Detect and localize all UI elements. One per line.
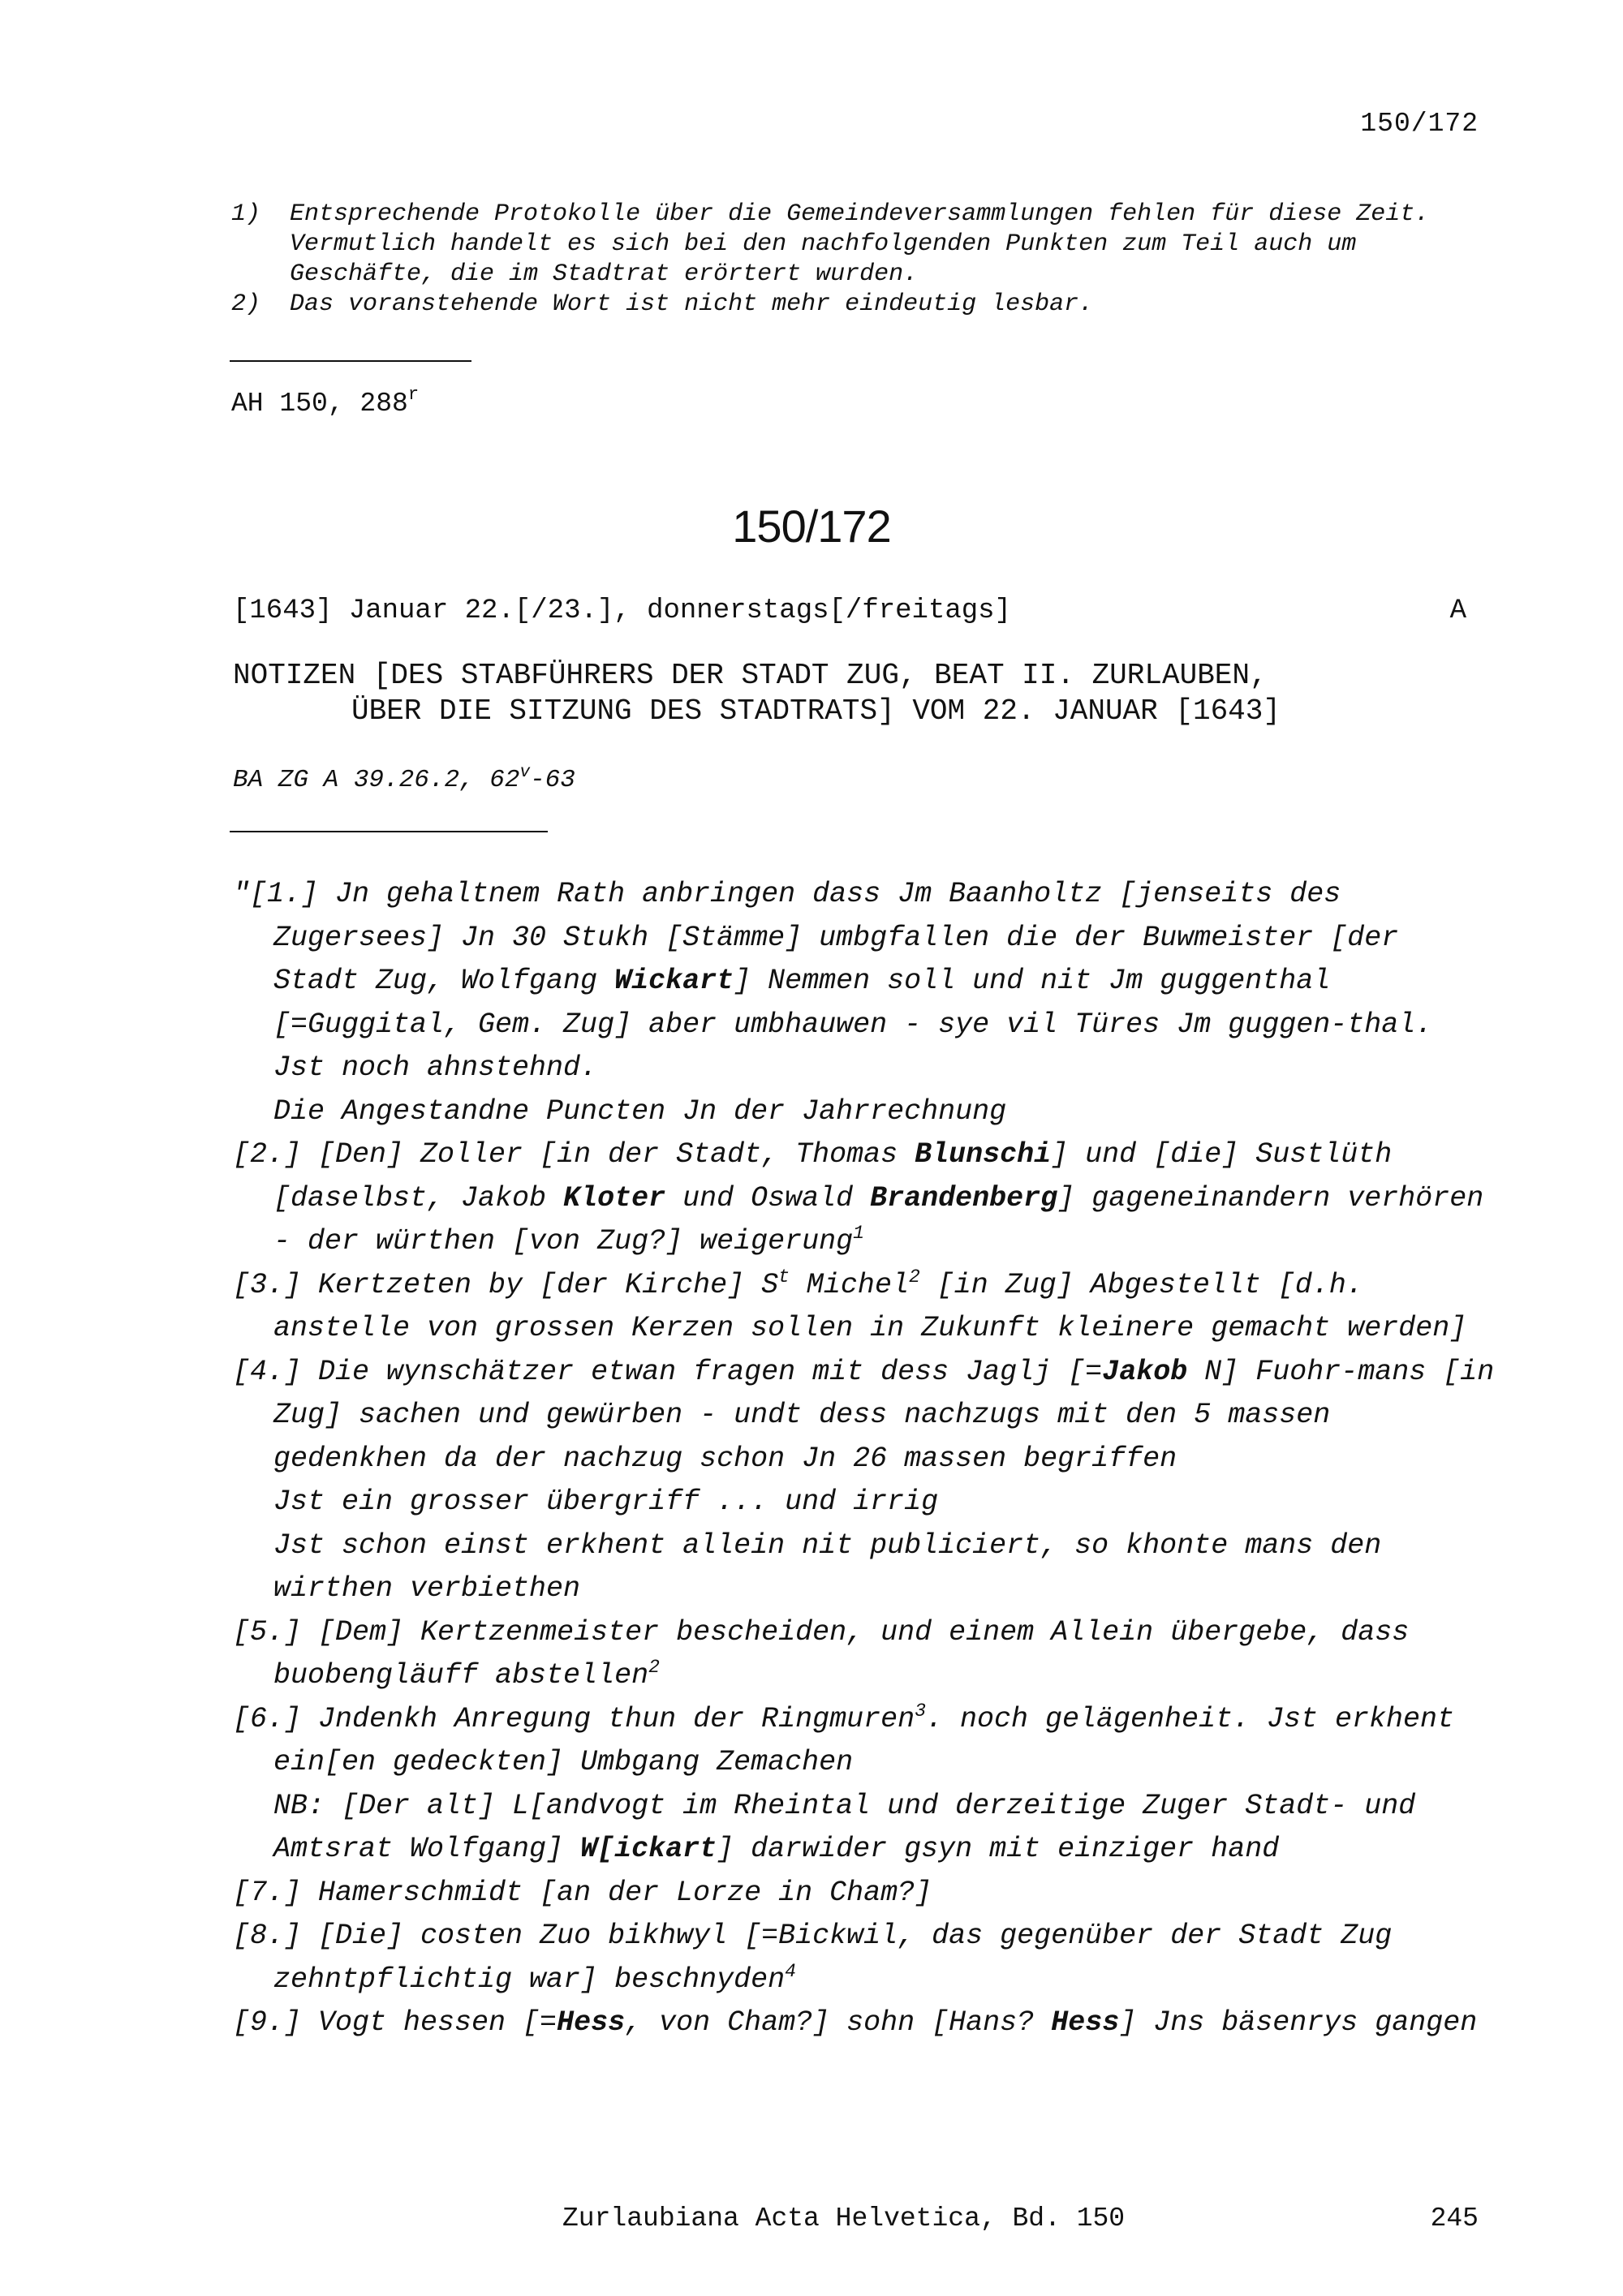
footnote-ref: 2 [648, 1657, 660, 1678]
document-date: [1643] Januar 22.[/23.], donnerstags[/freitags] [233, 595, 1011, 626]
footnote-number: 1) [231, 200, 261, 228]
footnote-ref: 1 [853, 1223, 864, 1244]
item-5: [5.] [Dem] Kertzenmeister bescheiden, und einem Allein übergebe, dass buobengläuff abstellen$^2$ [233, 1615, 1410, 1692]
document-number: 150/172 [732, 501, 891, 552]
source-superscript: v [519, 763, 531, 782]
item-9: [9.] Vogt hessen [=Hess, von Cham?] sohn [Hans? Hess] Jns bäsenrys gangen [233, 2006, 1478, 2039]
person-name: Hess [557, 2006, 626, 2039]
person-name: Jakob [1102, 1355, 1188, 1388]
item-2: [2.] [Den] Zoller [in der Stadt, Thomas Blunschi] und [die] Sustlüth [daselbst, Jakob Kloter und Oswald Brandenberg] gageneinandern verhören - der würthen [von Zug?] weigerung$^1$ [233, 1138, 1484, 1258]
footnote-1 [231, 200, 1497, 290]
divider-rule [230, 360, 471, 362]
reference-text: AH 150, 288 [231, 389, 408, 419]
person-name: Blunschi [915, 1138, 1052, 1171]
person-name: W[ickart [580, 1833, 717, 1865]
footnote-text: Das voranstehende Wort ist nicht mehr eindeutig lesbar. [290, 290, 1094, 318]
publication-title: Zurlaubiana Acta Helvetica, Bd. 150 [562, 2204, 1126, 2234]
document-heading [233, 658, 1434, 729]
item-4-continuation-2: Jst schon einst erkhent allein nit publiciert, so khonte mans den wirthen verbiethen [273, 1529, 1382, 1605]
footnote-text: Entsprechende Protokolle über die Gemeindeversammlungen fehlen für diese Zeit. Vermutlich handelt es sich bei den nachfolgenden Punkten zum Teil auch um Geschäfte, die im Stadtrat erörtert wurden. [290, 200, 1430, 288]
archive-source [233, 763, 575, 794]
footnote-ref: 3 [915, 1700, 926, 1722]
item-4: [4.] Die wynschätzer etwan fragen mit dess Jaglj [=Jakob N] Fuohr-mans [in Zug] sachen und gewürben - undt dess nachzugs mit den 5 massen gedenkhen da der nachzug schon Jn 26 massen begriffen [233, 1355, 1495, 1475]
page-header-number: 150/172 [1360, 109, 1479, 139]
dateline [233, 595, 1466, 626]
document-type: A [1449, 595, 1466, 626]
source-text: BA ZG A 39.26.2, 62 [233, 766, 520, 794]
transcription-body [233, 873, 1499, 2045]
item-6: [6.] Jndenkh Anregung thun der Ringmuren$^3$. noch gelägenheit. Jst erkhent ein[en gedeckten] Umbgang Zemachen [233, 1700, 1455, 1778]
person-name: Wickart [614, 965, 734, 997]
footnotes [231, 200, 1497, 320]
item-1-continuation: Die Angestandne Puncten Jn der Jahrrechnung [273, 1094, 1007, 1128]
item-7: [7.] Hamerschmidt [an der Lorze in Cham?] [233, 1876, 932, 1909]
heading-line-2: ÜBER DIE SITZUNG DES STADTRATS] VOM 22. JANUAR [1643] [351, 694, 1281, 728]
divider-rule [230, 831, 548, 832]
footnote-ref: 2 [908, 1266, 920, 1288]
person-name: Kloter [563, 1181, 666, 1215]
item-8: [8.] [Die] costen Zuo bikhwyl [=Bickwil, das gegenüber der Stadt Zug zehntpflichtig war] beschnyden$^4$ [233, 1920, 1393, 1996]
source-text-end: -63 [530, 766, 575, 794]
page-number: 245 [1430, 2204, 1479, 2234]
item-1: "[1.] Jn gehaltnem Rath anbringen dass Jm Baanholtz [jenseits des Zugersees] Jn 30 Stukh [Stämme] umbgfallen die der Buwmeister [der Stadt Zug, Wolfgang Wickart] Nemmen soll und nit Jm guggenthal [=Guggital, Gem. Zug] aber umbhauwen - sye vil Türes Jm guggen-thal. Jst noch ahnstehnd. [233, 878, 1433, 1084]
superscript: t [778, 1266, 790, 1288]
footnote-number: 2) [231, 290, 261, 318]
reference-superscript: r [407, 385, 420, 405]
heading-line-1: NOTIZEN [DES STABFÜHRERS DER STADT ZUG, BEAT II. ZURLAUBEN, [233, 659, 1268, 692]
person-name: Hess [1051, 2006, 1120, 2039]
previous-source-reference [231, 385, 419, 419]
person-name: Brandenberg [870, 1181, 1058, 1215]
item-6-note: NB: [Der alt] L[andvogt im Rheintal und derzeitige Zuger Stadt- und Amtsrat Wolfgang] W[ickart] darwider gsyn mit einziger hand [273, 1789, 1416, 1865]
item-3: [3.] Kertzeten by [der Kirche] $S^t$ Michel$^2$ [in Zug] Abgestellt [d.h. anstelle von grossen Kerzen sollen in Zukunft kleinere gemacht werden] [233, 1266, 1467, 1344]
footnote-ref: 4 [785, 1960, 796, 1982]
footnote-2 [231, 290, 1497, 320]
item-4-continuation-1: Jst ein grosser übergriff ... und irrig [273, 1486, 939, 1518]
